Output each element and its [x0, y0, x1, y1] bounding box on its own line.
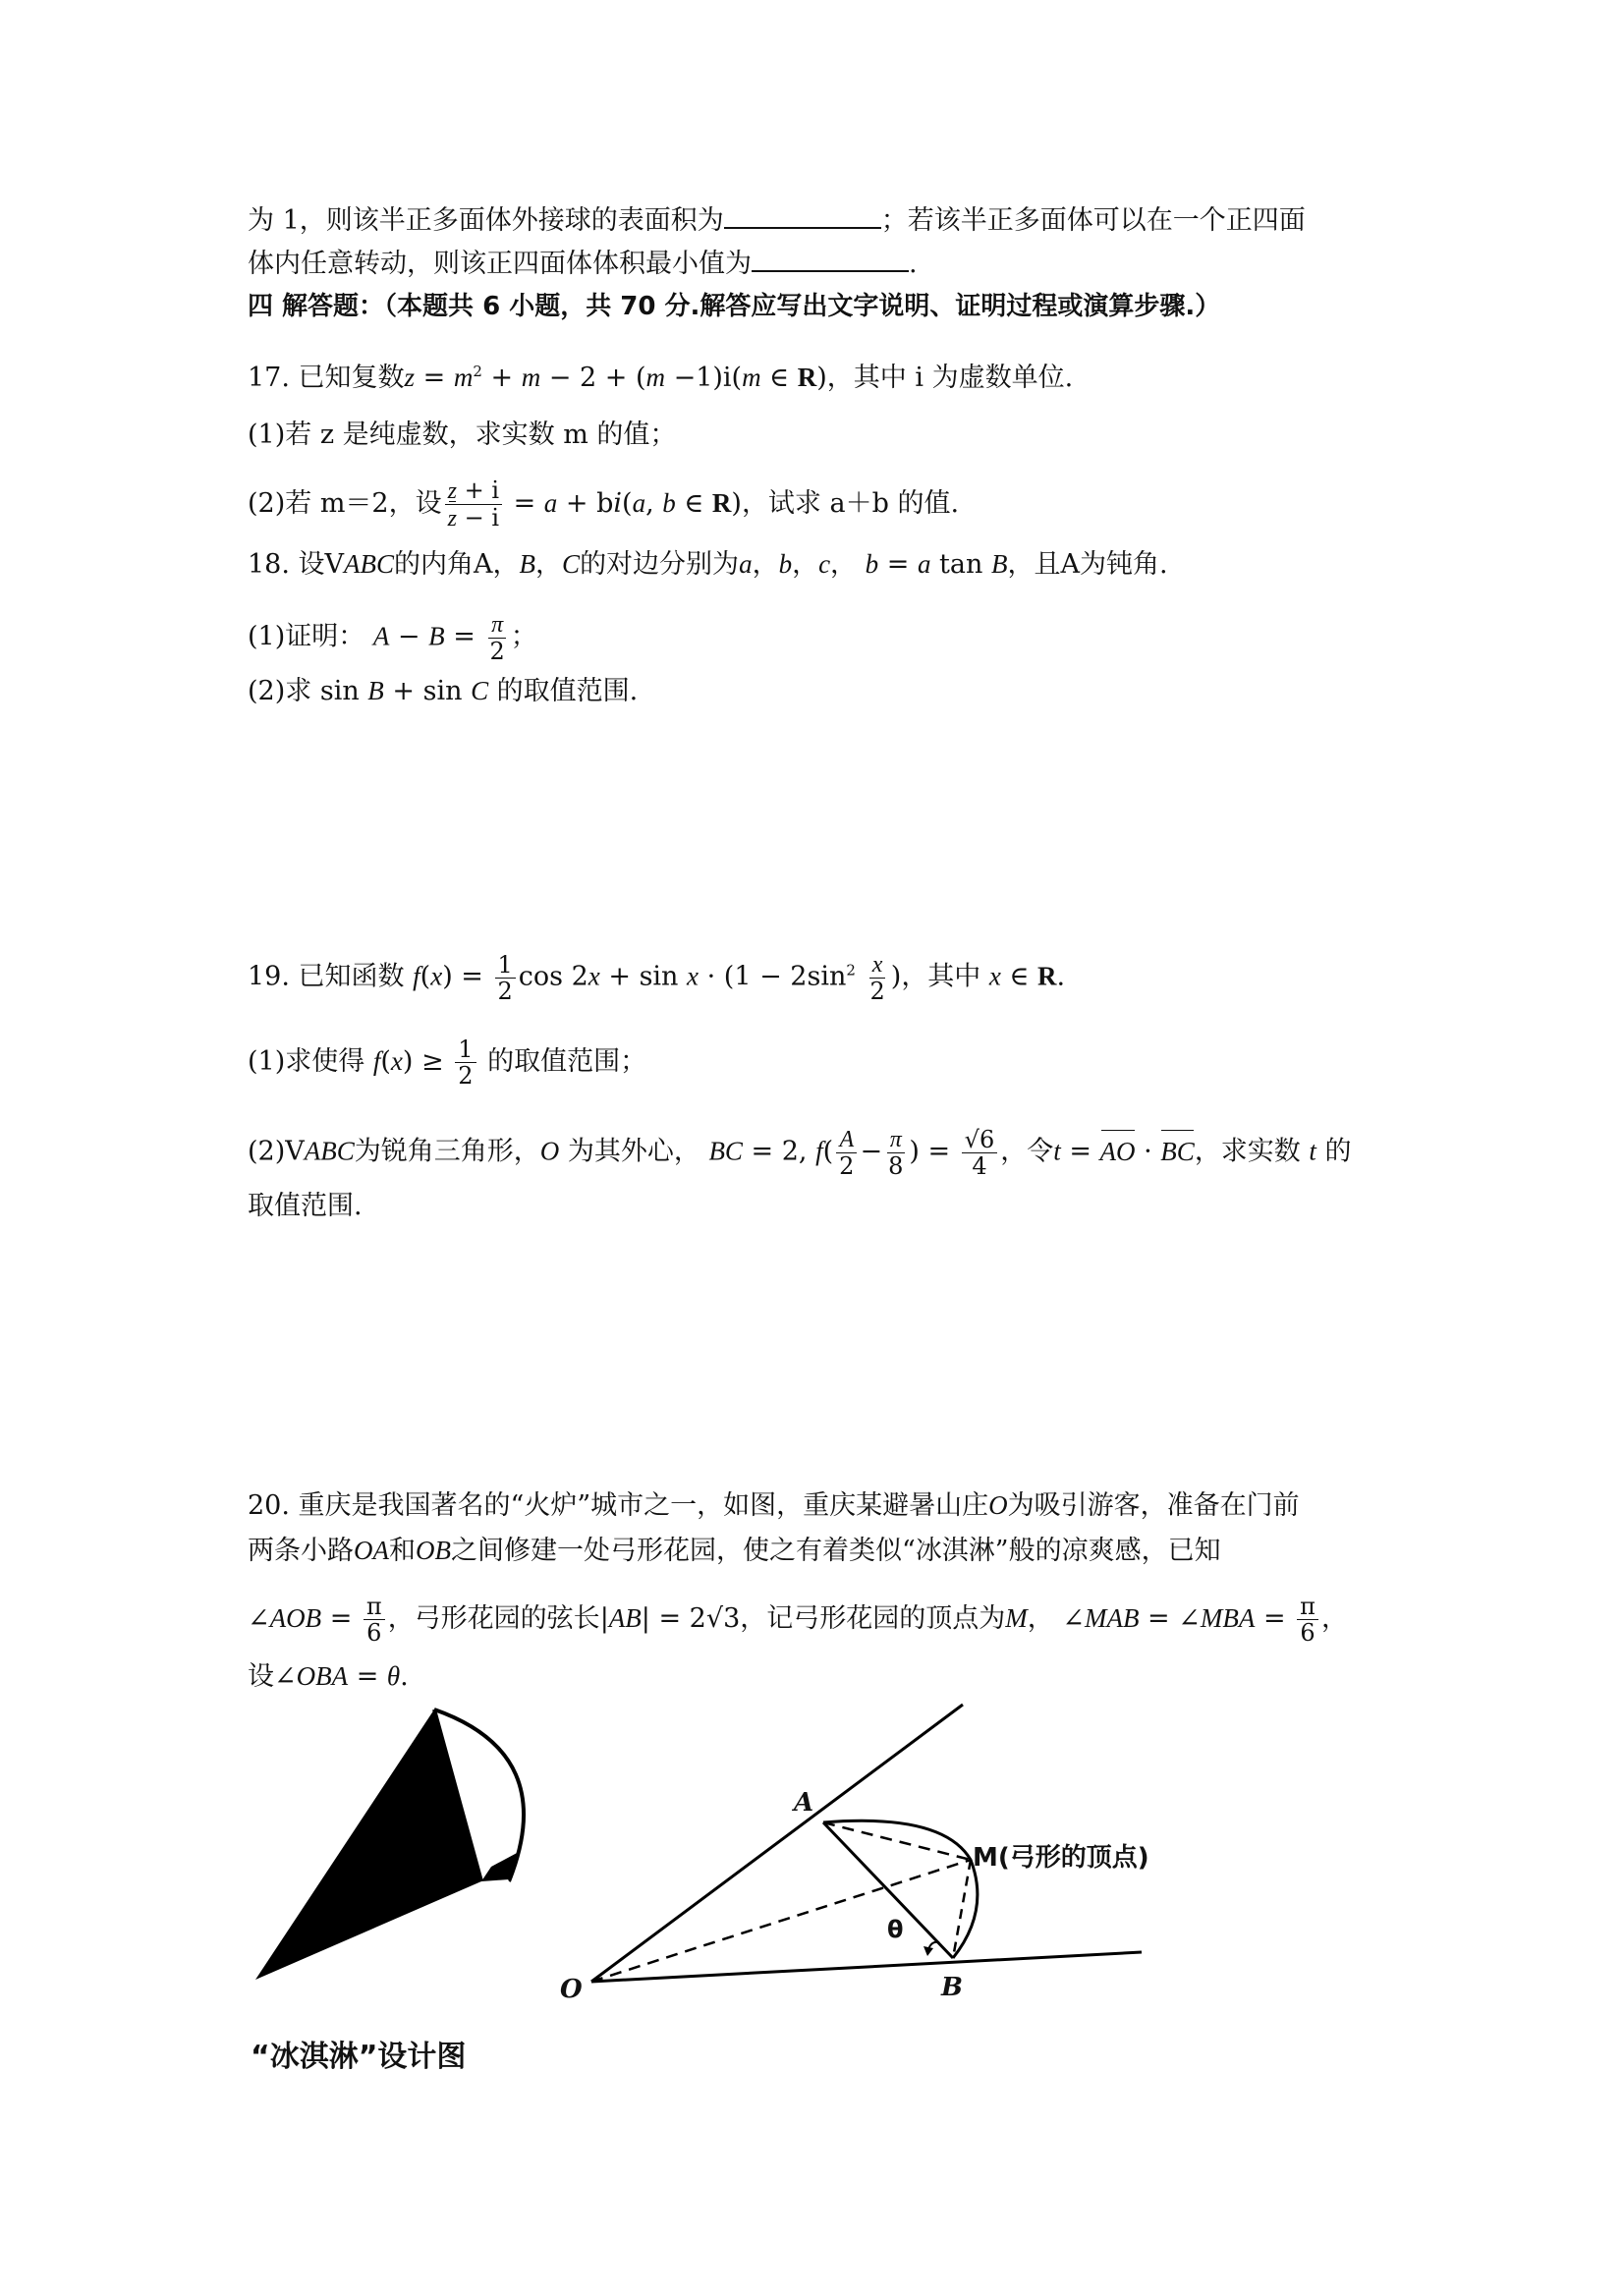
q19-text: ，求实数 — [1194, 1136, 1301, 1167]
q20-text: ， — [1027, 1603, 1054, 1634]
q17-part2: (2)若 m＝2，设 $\frac{z + i}{z - i}$ = a + bi(a, b ∈ R)，试求 a＋b 的值. — [248, 476, 960, 532]
q19-text: 的取值范围； — [487, 1046, 647, 1077]
q19-text: 的 — [1324, 1136, 1352, 1167]
q17-part1: (1)若 z 是纯虚数，求实数 m 的值； — [248, 420, 677, 450]
intro-text: 体内任意转动，则该正四面体体积最小值为 — [248, 249, 752, 279]
intro-text: 为 1，则该半正多面体外接球的表面积为 — [248, 205, 724, 236]
q18-part2: (2)求 sin B + sin C 的取值范围. — [248, 676, 639, 706]
q19-text: (1)求使得 — [248, 1046, 365, 1077]
label-b: B — [941, 1973, 963, 2002]
q19-stem: 19. 已知函数 f(x) = $\frac{1}{2}$ $\cos 2x + \sin x \cdot (1 - 2\sin^2$ $\frac{x}{2}$ )，其中 x ∈ R. — [248, 950, 1066, 1005]
q20-line-3: ∠AOB = $\frac{\pi}{6}$ ，弓形花园的弦长|AB| = 2√3，记弓形花园的顶点为M， ∠MAB = ∠MBA = $\frac{\pi}{6}$ ， — [248, 1593, 1348, 1647]
q20-text: 为吸引游客，准备在门前 — [1007, 1490, 1300, 1521]
q18-text: 设 — [298, 549, 325, 580]
q19-text: (2) — [248, 1136, 286, 1167]
q18-part1: (1)证明： A − B = $\frac{\pi}{2}$ ； — [248, 612, 537, 665]
pi-over-6: $\frac{\pi}{6}$ — [364, 1594, 385, 1646]
q20-text: 之间修建一处弓形花园，使之有着类似“冰淇淋”般的凉爽感，已知 — [451, 1536, 1221, 1566]
pi-over-6: $\frac{\pi}{6}$ — [1297, 1594, 1318, 1646]
label-theta: θ — [887, 1916, 904, 1943]
pi-over-2: $\frac{\pi}{2}$ — [489, 612, 505, 665]
q19-text: 已知函数 — [298, 961, 405, 992]
q18-text: (1)证明： — [248, 621, 365, 652]
q19-part2: (2)VABC为锐角三角形，O 为其外心， BC = 2, f( $\frac{A}{2}$ − $\frac{\pi}{8}$ ) = $\frac{√6}{4}$ ，令t = AO · BC，求实数 t 的 — [248, 1125, 1352, 1180]
q19-text: 为其外心， — [567, 1136, 700, 1167]
q17-text: ，其中 i 为虚数单位. — [826, 363, 1074, 393]
q20-line-4: 设∠OBA = θ. — [248, 1661, 409, 1692]
intro-text: ；若该半正多面体可以在一个正四面 — [880, 205, 1306, 236]
q18-text: ，且A为钝角. — [1007, 549, 1168, 580]
q20-line-1: 20. 重庆是我国著名的“火炉”城市之一，如图，重庆某避暑山庄O为吸引游客，准备在门前 — [248, 1490, 1300, 1521]
question-number: 19. — [248, 961, 290, 992]
q18-text: 的对边分别为 — [580, 549, 740, 580]
figure-caption: “冰淇淋”设计图 — [251, 2040, 467, 2074]
q17-text: (2)若 m＝2，设 — [248, 488, 442, 519]
q20-text: ，弓形花园的弦长 — [387, 1603, 600, 1634]
q18-stem: 18. 设VABC的内角A，B，C的对边分别为a，b，c， b = a tan B，且A为钝角. — [248, 549, 1168, 580]
q18-text: (2)求 — [248, 676, 312, 706]
answer-blank-1[interactable] — [724, 201, 881, 229]
ray-ob — [591, 1952, 1142, 1982]
q20-text: 设 — [248, 1661, 274, 1692]
intro-line-1 — [248, 201, 1306, 239]
section-heading: 四 解答题：（本题共 6 小题，共 70 分.解答应写出文字说明、证明过程或演算步骤.） — [248, 292, 1221, 321]
question-number: 18. — [248, 549, 290, 580]
q18-text: 的取值范围. — [496, 676, 639, 706]
q19-text: 为锐角三角形， — [354, 1136, 540, 1167]
q18-text: 的内角A， — [394, 549, 520, 580]
q20-text: 和 — [389, 1536, 416, 1566]
sqrt6-over-4: $\frac{√6}{4}$ — [962, 1127, 998, 1179]
q17-text: 已知复数 — [298, 363, 405, 393]
intro-text: . — [909, 249, 918, 279]
answer-blank-2[interactable] — [752, 245, 909, 272]
q19-text: ，令 — [1000, 1136, 1054, 1167]
q18-triangle: VABC — [324, 549, 395, 580]
a-over-2: $\frac{A}{2}$ — [836, 1126, 857, 1179]
q19-part2-cont: 取值范围. — [248, 1191, 363, 1221]
q20-text: ，记弓形花园的顶点为 — [740, 1603, 1006, 1634]
q19-text: ，其中 — [901, 961, 981, 992]
pi-over-8: $\frac{\pi}{8}$ — [888, 1127, 904, 1180]
dashed-am — [823, 1822, 971, 1860]
one-half: $\frac{1}{2}$ — [455, 1036, 476, 1089]
q19-part1: (1)求使得 f(x) ≥ $\frac{1}{2}$ 的取值范围； — [248, 1036, 647, 1090]
q17-fraction: $\frac{z + i}{z - i}$ — [445, 477, 502, 532]
x-over-2: $\frac{x}{2}$ — [869, 952, 885, 1005]
q17-formula: $z = m^2 + m - 2 + (m -1)i(m$ ∈ R) — [404, 363, 827, 393]
intro-line-2 — [248, 245, 918, 282]
question-number: 20. — [248, 1490, 290, 1521]
q17-stem — [248, 354, 1073, 396]
label-m: M(弓形的顶点) — [973, 1843, 1149, 1873]
q20-text: 两条小路 — [248, 1536, 354, 1566]
q18-text: ， — [535, 549, 563, 580]
q20-text: 重庆是我国著名的“火炉”城市之一，如图，重庆某避暑山庄 — [298, 1490, 989, 1521]
question-number: 17. — [248, 363, 290, 393]
icecream-figure — [246, 1695, 540, 1989]
label-a: A — [794, 1788, 814, 1818]
label-o: O — [560, 1975, 583, 2004]
q17-text: ，试求 a＋b 的值. — [741, 488, 960, 519]
q20-line-2: 两条小路OA和OB之间修建一处弓形花园，使之有着类似“冰淇淋”般的凉爽感，已知 — [248, 1536, 1221, 1566]
one-half: $\frac{1}{2}$ — [495, 952, 516, 1004]
